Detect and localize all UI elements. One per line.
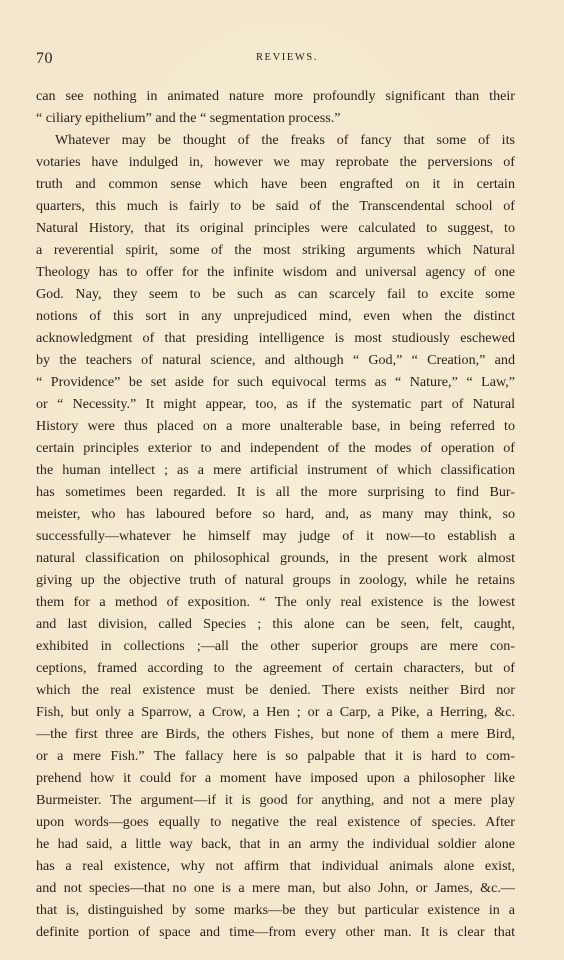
text-line: natural classification on philosophical grounds, in the present work almost xyxy=(36,550,515,566)
text-line: can see nothing in animated nature more profoundly significant than their xyxy=(36,88,515,104)
running-head: REVIEWS. xyxy=(255,52,319,63)
text-line: them for a method of exposition. “ The only real existence is the lowest xyxy=(36,594,515,610)
text-line: or a mere Fish.” The fallacy here is so palpable that it is hard to com- xyxy=(36,748,515,764)
text-line: the human intellect ; as a mere artificial instrument of which classification xyxy=(36,462,515,478)
text-line: prehend how it could for a moment have imposed upon a philosopher like xyxy=(36,770,515,786)
text-line: upon words—goes equally to negative the real existence of species. After xyxy=(36,814,515,830)
text-line: —the first three are Birds, the others Fishes, but none of them a mere Bird, xyxy=(36,726,515,742)
text-line: giving up the objective truth of natural groups in zoology, while he retains xyxy=(36,572,515,588)
text-line: he had said, a little way back, that in an army the individual soldier alone xyxy=(36,836,515,852)
text-line: has sometimes been regarded. It is all the more surprising to find Bur- xyxy=(36,484,515,500)
text-line: acknowledgment of that presiding intelligence is most studiously eschewed xyxy=(36,330,515,346)
text-line: notions of this sort in any unprejudiced mind, even when the distinct xyxy=(36,308,515,324)
text-line: by the teachers of natural science, and although “ God,” “ Creation,” and xyxy=(36,352,515,368)
body-text xyxy=(36,85,515,943)
text-line: Burmeister. The argument—if it is good for anything, and not a mere play xyxy=(36,792,515,808)
text-line: successfully—whatever he himself may judge of it now—to establish a xyxy=(36,528,515,544)
text-line: a reverential spirit, some of the most striking arguments which Natural xyxy=(36,242,515,258)
text-line: Whatever may be thought of the freaks of fancy that some of its xyxy=(55,132,515,148)
text-line: truth and common sense which have been engrafted on it in certain xyxy=(36,176,515,192)
text-line: which the real existence must be denied. There exists neither Bird nor xyxy=(36,682,515,698)
text-line: exhibited in collections ;—all the other superior groups are mere con- xyxy=(36,638,515,654)
page-number: 70 xyxy=(36,50,53,67)
text-line: has a real existence, why not affirm that individual animals alone exist, xyxy=(36,858,515,874)
text-line: History were thus placed on a more unalterable base, in being referred to xyxy=(36,418,515,434)
text-line: definite portion of space and time—from every other man. It is clear that xyxy=(36,924,515,940)
text-line: ceptions, framed according to the agreement of certain characters, but of xyxy=(36,660,515,676)
text-line: God. Nay, they seem to be such as can scarcely fail to excite some xyxy=(36,286,515,302)
text-line: “ ciliary epithelium” and the “ segmentation process.” xyxy=(36,110,341,126)
text-line: quarters, this much is fairly to be said of the Transcendental school of xyxy=(36,198,515,214)
text-line: “ Providence” be set aside for such equivocal terms as “ Nature,” “ Law,” xyxy=(36,374,515,390)
text-line: and last division, called Species ; this alone can be seen, felt, caught, xyxy=(36,616,515,632)
text-line: Fish, but only a Sparrow, a Crow, a Hen ; or a Carp, a Pike, a Herring, &c. xyxy=(36,704,515,720)
text-line: that is, distinguished by some marks—be they but particular existence in a xyxy=(36,902,515,918)
text-line: Theology has to offer for the infinite wisdom and universal agency of one xyxy=(36,264,515,280)
text-line: or “ Necessity.” It might appear, too, as if the systematic part of Natural xyxy=(36,396,515,412)
text-line: and not species—that no one is a mere man, but also John, or James, &c.— xyxy=(36,880,515,896)
text-line: meister, who has laboured before so hard, and, as many may think, so xyxy=(36,506,515,522)
page-header xyxy=(36,50,524,70)
text-line: Natural History, that its original principles were calculated to suggest, to xyxy=(36,220,515,236)
text-line: votaries have indulged in, however we may reprobate the perversions of xyxy=(36,154,515,170)
text-line: certain principles exterior to and independent of the modes of operation of xyxy=(36,440,515,456)
